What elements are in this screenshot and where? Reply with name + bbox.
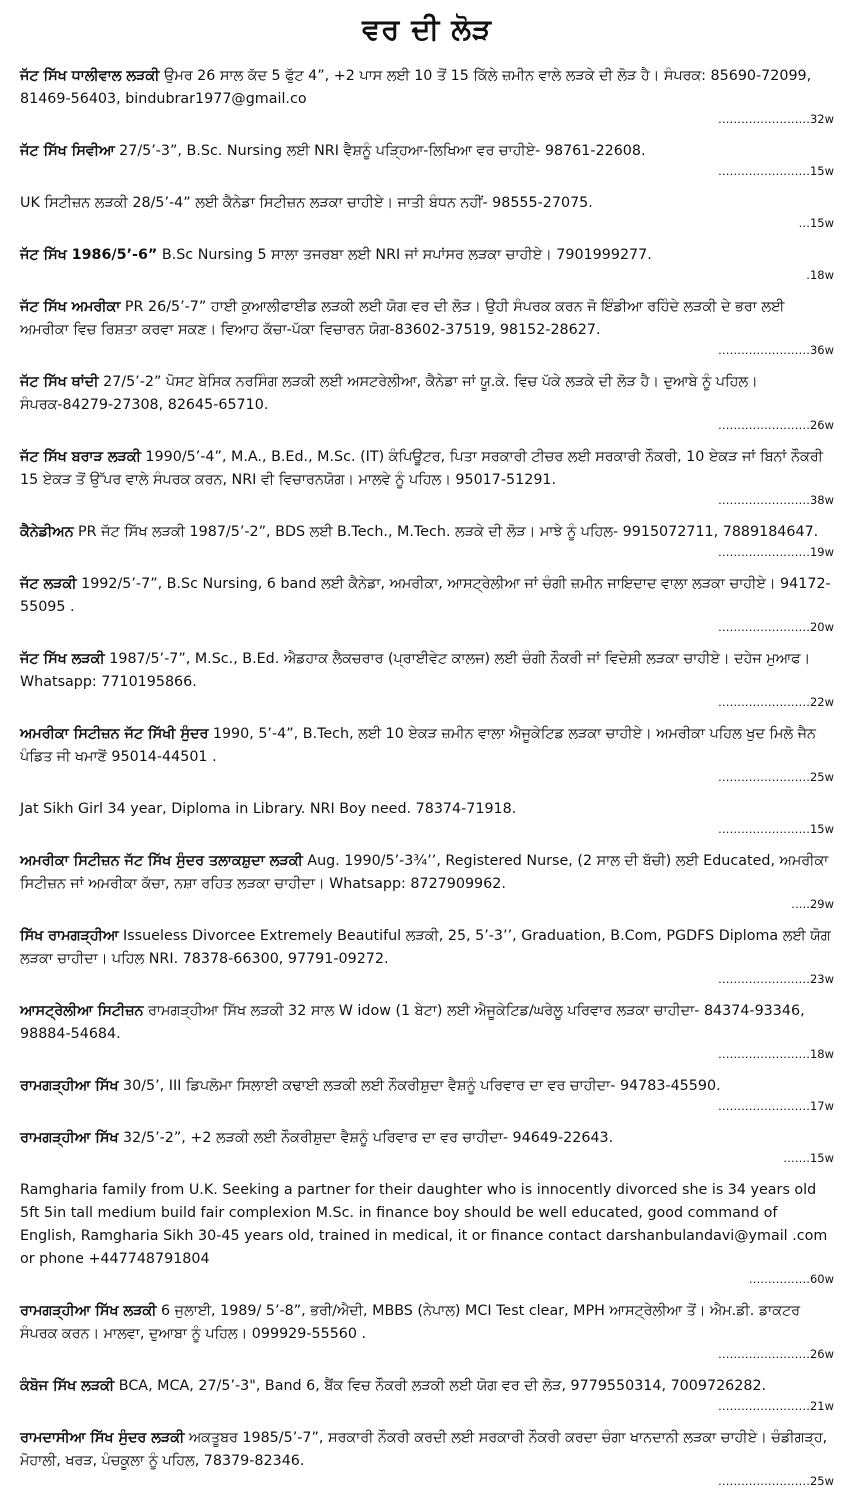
- ad-item: [20, 850, 834, 912]
- ad-heading: ਜੱਟ ਸਿੱਖ ਸਿਵੀਆ: [20, 143, 115, 159]
- ad-code-line: [20, 417, 834, 433]
- ad-body: 1990, 5’-4”, B.Tech, ਲਈ 10 ਏਕੜ ਜ਼ਮੀਨ ਵਾਲਾ ਐਜੂਕੇਟਿਡ ਲੜਕਾ ਚਾਹੀਏ। ਅਮਰੀਕਾ ਪਹਿਲ ਖੁਦ ਮਿਲੋ ਜੈਨ ਪੰਡਿਤ ਜੀ ਖਮਾਣੋਂ 95014-44501 .: [20, 726, 816, 765]
- ad-code: ……………………36w: [717, 343, 834, 357]
- ads-list: [20, 65, 834, 1489]
- ad-code: ……………………26w: [717, 418, 834, 432]
- ad-code-line: [20, 619, 834, 635]
- ad-heading: ਜੱਟ ਸਿੱਖ ਬਰਾੜ ਲੜਕੀ: [20, 449, 141, 465]
- ad-code-line: [20, 1346, 834, 1362]
- ad-heading: ਰਾਮਗੜ੍ਹੀਆ ਸਿੱਖ: [20, 1130, 119, 1146]
- ad-body: Jat Sikh Girl 34 year, Diploma in Library. NRI Boy need. 78374-71918.: [20, 801, 517, 817]
- ad-heading: ਜੱਟ ਸਿੱਖ ਧਾਲੀਵਾਲ ਲੜਕੀ: [20, 68, 160, 84]
- ad-item: [20, 925, 834, 987]
- ad-code: ……………………15w: [717, 164, 834, 178]
- ad-text: [20, 798, 834, 821]
- ad-item: [20, 371, 834, 433]
- ad-item: [20, 65, 834, 127]
- ad-code-line: [20, 1473, 834, 1489]
- ad-code-line: [20, 163, 834, 179]
- ad-item: [20, 244, 834, 283]
- ad-code: ……………………19w: [717, 545, 834, 559]
- ad-body: BCA, MCA, 27/5’-3", Band 6, ਬੈਂਕ ਵਿਚ ਨੌਕਰੀ ਲੜਕੀ ਲਈ ਯੋਗ ਵਰ ਦੀ ਲੋੜ, 9779550314, 7009726282.: [114, 1378, 767, 1394]
- ad-item: [20, 798, 834, 837]
- ad-code-line: [20, 267, 834, 283]
- ad-text: [20, 648, 834, 694]
- ad-body: 27/5’-3”, B.Sc. Nursing ਲਈ NRI ਵੈਸ਼ਨੂੰ ਪੜ੍ਹਿਆ-ਲਿਖਿਆ ਵਰ ਚਾਹੀਏ- 98761-22608.: [114, 143, 646, 159]
- ad-code: ……………………23w: [717, 972, 834, 986]
- ad-code: ……………………25w: [717, 770, 834, 784]
- ad-body: PR 26/5’-7” ਹਾਈ ਕੁਆਲੀਫਾਈਡ ਲੜਕੀ ਲਈ ਯੋਗ ਵਰ ਦੀ ਲੋੜ। ਉਹੀ ਸੰਪਰਕ ਕਰਨ ਜੋ ਇੰਡੀਆ ਰਹਿੰਦੇ ਲੜਕੀ ਦੇ ਭਰਾ ਲਈ ਅਮਰੀਕਾ ਵਿਚ ਰਿਸ਼ਤਾ ਕਰਵਾ ਸਕਣ। ਵਿਆਹ ਕੱਚਾ-ਪੱਕਾ ਵਿਚਾਰਨ ਯੋਗ-83602-37519, 98152-28627.: [20, 299, 785, 338]
- ad-code: ……………………20w: [717, 620, 834, 634]
- ad-body: 1987/5’-7”, M.Sc., B.Ed. ਐਡਹਾਕ ਲੈਕਚਰਾਰ (ਪ੍ਰਾਈਵੇਟ ਕਾਲਜ) ਲਈ ਚੰਗੀ ਨੌਕਰੀ ਜਾਂ ਵਿਦੇਸ਼ੀ ਲੜਕਾ ਚਾਹੀਏ। ਦਹੇਜ ਮੁਆਫ। Whatsapp: 7710195866.: [20, 651, 811, 690]
- ad-code-line: [20, 1046, 834, 1062]
- ad-body: ਰਾਮਗੜ੍ਹੀਆ ਸਿੱਖ ਲੜਕੀ 32 ਸਾਲ W idow (1 ਬੇਟਾ) ਲਈ ਐਜੂਕੇਟਿਡ/ਘਰੇਲੂ ਪਰਿਵਾਰ ਲੜਕਾ ਚਾਹੀਦਾ- 84374-93346, 98884-54684.: [20, 1003, 805, 1042]
- ad-code-line: [20, 111, 834, 127]
- ad-body: Aug. 1990/5’-3¾’’, Registered Nurse, (2 ਸਾਲ ਦੀ ਬੱਚੀ) ਲਈ Educated, ਅਮਰੀਕਾ ਸਿਟੀਜ਼ਨ ਜਾਂ ਅਮਰੀਕਾ ਕੱਚਾ, ਨਸ਼ਾ ਰਹਿਤ ਲੜਕਾ ਚਾਹੀਦਾ। Whatsapp: 8727909962.: [20, 853, 829, 892]
- ad-code-line: [20, 215, 834, 231]
- ad-heading: ਰਾਮਗੜ੍ਹੀਆ ਸਿੱਖ ਲੜਕੀ: [20, 1303, 157, 1319]
- ad-text: [20, 140, 834, 163]
- ad-text: [20, 1000, 834, 1046]
- ad-body: 6 ਜੁਲਾਈ, 1989/ 5’-8”, ਭਰੀ/ਐਦੀ, MBBS (ਨੇਪਾਲ) MCI Test clear, MPH ਆਸਟ੍ਰੇਲੀਆ ਤੋਂ। ਐਮ.ਡੀ. ਡਾਕਟਰ ਸੰਪਰਕ ਕਰਨ। ਮਾਲਵਾ, ਦੁਆਬਾ ਨੂੰ ਪਹਿਲ। 099929-55560 .: [20, 1303, 800, 1342]
- ad-code: ……………………38w: [717, 493, 834, 507]
- ad-code-line: [20, 1150, 834, 1166]
- ad-text: [20, 1300, 834, 1346]
- ad-text: [20, 446, 834, 492]
- ad-body: ਉਮਰ 26 ਸਾਲ ਕੱਦ 5 ਫੁੱਟ 4”, +2 ਪਾਸ ਲਈ 10 ਤੋਂ 15 ਕਿੱਲੇ ਜ਼ਮੀਨ ਵਾਲੇ ਲੜਕੇ ਦੀ ਲੋੜ ਹੈ। ਸੰਪਰਕ: 85690-72099, 81469-56403, bindubrar1977@gmail.co: [20, 68, 812, 107]
- ad-item: [20, 723, 834, 785]
- ad-item: [20, 192, 834, 231]
- ad-text: [20, 1427, 834, 1473]
- ad-code-line: [20, 896, 834, 912]
- ad-body: UK ਸਿਟੀਜ਼ਨ ਲੜਕੀ 28/5’-4” ਲਈ ਕੈਨੇਡਾ ਸਿਟੀਜ਼ਨ ਲੜਕਾ ਚਾਹੀਏ। ਜਾਤੀ ਬੰਧਨ ਨਹੀਂ- 98555-27075.: [20, 195, 593, 211]
- ad-code-line: [20, 1098, 834, 1114]
- ad-item: [20, 140, 834, 179]
- ad-heading: ਕੰਬੋਜ ਸਿੱਖ ਲੜਕੀ: [20, 1378, 115, 1394]
- ad-item: [20, 1375, 834, 1414]
- ad-code: …15w: [798, 216, 834, 230]
- ad-text: [20, 296, 834, 342]
- ad-code-line: [20, 342, 834, 358]
- ad-heading: ਰਾਮਦਾਸੀਆ ਸਿੱਖ ਸੁੰਦਰ ਲੜਕੀ: [20, 1430, 185, 1446]
- ad-body: 27/5’-2” ਪੋਸਟ ਬੇਸਿਕ ਨਰਸਿੰਗ ਲੜਕੀ ਲਈ ਅਸਟਰੇਲੀਆ, ਕੈਨੇਡਾ ਜਾਂ ਯੂ.ਕੇ. ਵਿਚ ਪੱਕੇ ਲੜਕੇ ਦੀ ਲੋੜ ਹੈ। ਦੁਆਬੇ ਨੂੰ ਪਹਿਲ। ਸੰਪਰਕ-84279-27308, 82645-65710.: [20, 374, 758, 413]
- ad-heading: ਰਾਮਗੜ੍ਹੀਆ ਸਿੱਖ: [20, 1078, 119, 1094]
- ad-body: ਅਕਤੂਬਰ 1985/5’-7”, ਸਰਕਾਰੀ ਨੌਕਰੀ ਕਰਦੀ ਲਈ ਸਰਕਾਰੀ ਨੌਕਰੀ ਕਰਦਾ ਚੰਗਾ ਖਾਨਦਾਨੀ ਲੜਕਾ ਚਾਹੀਏ। ਚੰਡੀਗੜ੍ਹ, ਮੋਹਾਲੀ, ਖਰੜ, ਪੰਚਕੂਲਾ ਨੂੰ ਪਹਿਲ, 78379-82346.: [20, 1430, 828, 1469]
- ad-code-line: [20, 1271, 834, 1287]
- ad-text: [20, 1075, 834, 1098]
- ad-code: ……………………32w: [717, 112, 834, 126]
- ad-body: 1992/5’-7”, B.Sc Nursing, 6 band ਲਈ ਕੈਨੇਡਾ, ਅਮਰੀਕਾ, ਆਸਟ੍ਰੇਲੀਆ ਜਾਂ ਚੰਗੀ ਜ਼ਮੀਨ ਜਾਇਦਾਦ ਵਾਲਾ ਲੜਕਾ ਚਾਹੀਏ। 94172-55095 .: [20, 576, 831, 615]
- ad-body: Ramgharia family from U.K. Seeking a partner for their daughter who is innocently divorced she is 34 years old 5ft 5in tall medium build fair complexion M.Sc. in finance boy should be well educated, good command of English, Ramgharia Sikh 30-45 years old, trained in medical, it or finance contact darshanbulandavi@ymail .com or phone +447748791804: [20, 1182, 828, 1267]
- ad-text: [20, 244, 834, 267]
- ad-text: [20, 192, 834, 215]
- ad-code-line: [20, 971, 834, 987]
- ad-code: …………….60w: [748, 1272, 834, 1286]
- ad-heading: ਸਿੱਖ ਰਾਮਗੜ੍ਹੀਆ: [20, 928, 119, 944]
- ad-code: ……………………21w: [717, 1399, 834, 1413]
- ad-heading: ਜੱਟ ਸਿੱਖ 1986/5’-6”: [20, 247, 158, 263]
- ad-text: [20, 850, 834, 896]
- ad-heading: ਜੱਟ ਲੜਕੀ: [20, 576, 77, 592]
- ad-item: [20, 296, 834, 358]
- ad-text: [20, 1179, 834, 1271]
- ad-code: ……………………17w: [717, 1099, 834, 1113]
- ad-heading: ਜੱਟ ਸਿੱਖ ਥਾਂਦੀ: [20, 374, 99, 390]
- ad-code: …..29w: [791, 897, 834, 911]
- ad-code: …….15w: [783, 1151, 834, 1165]
- ad-heading: ਅਮਰੀਕਾ ਸਿਟੀਜ਼ਨ ਜੱਟ ਸਿੱਖੀ ਸੁੰਦਰ: [20, 726, 209, 742]
- ad-heading: ਆਸਟ੍ਰੇਲੀਆ ਸਿਟੀਜ਼ਨ: [20, 1003, 144, 1019]
- ad-text: [20, 573, 834, 619]
- ad-item: [20, 1000, 834, 1062]
- ad-item: [20, 1075, 834, 1114]
- ad-heading: ਅਮਰੀਕਾ ਸਿਟੀਜ਼ਨ ਜੱਟ ਸਿੱਖ ਸੁੰਦਰ ਤਲਾਕਸ਼ੁਦਾ ਲੜਕੀ: [20, 853, 303, 869]
- ad-text: [20, 1375, 834, 1398]
- ad-code: ……………………22w: [717, 695, 834, 709]
- ad-code-line: [20, 544, 834, 560]
- ad-text: [20, 521, 834, 544]
- ad-body: PR ਜੱਟ ਸਿੱਖ ਲੜਕੀ 1987/5’-2”, BDS ਲਈ B.Tech., M.Tech. ਲੜਕੇ ਦੀ ਲੋੜ। ਮਾਝੇ ਨੂੰ ਪਹਿਲ- 9915072711, 7889184647.: [73, 524, 819, 540]
- ad-code: ……………………18w: [717, 1047, 834, 1061]
- ad-code-line: [20, 694, 834, 710]
- ad-item: [20, 1179, 834, 1287]
- ad-text: [20, 925, 834, 971]
- ad-item: [20, 1300, 834, 1362]
- ad-text: [20, 723, 834, 769]
- ad-item: [20, 446, 834, 508]
- ad-body: 1990/5’-4”, M.A., B.Ed., M.Sc. (IT) ਕੰਪਿਊਟਰ, ਪਿਤਾ ਸਰਕਾਰੀ ਟੀਚਰ ਲਈ ਸਰਕਾਰੀ ਨੌਕਰੀ, 10 ਏਕੜ ਜਾਂ ਬਿਨਾਂ ਨੌਕਰੀ 15 ਏਕੜ ਤੋਂ ਉੱਪਰ ਵਾਲੇ ਸੰਪਰਕ ਕਰਨ, NRI ਵੀ ਵਿਚਾਰਨਯੋਗ। ਮਾਲਵੇ ਨੂੰ ਪਹਿਲ। 95017-51291.: [20, 449, 823, 488]
- ad-code: ……………………25w: [717, 1474, 834, 1488]
- ad-code-line: [20, 821, 834, 837]
- ad-heading: ਜੱਟ ਸਿੱਖ ਲੜਕੀ: [20, 651, 105, 667]
- ad-item: [20, 521, 834, 560]
- ad-item: [20, 1127, 834, 1166]
- ad-item: [20, 648, 834, 710]
- ad-item: [20, 573, 834, 635]
- ad-text: [20, 65, 834, 111]
- page-title: ਵਰ ਦੀ ਲੋੜ: [362, 12, 492, 46]
- ad-text: [20, 1127, 834, 1150]
- ad-text: [20, 371, 834, 417]
- ad-body: Issueless Divorcee Extremely Beautiful ਲੜਕੀ, 25, 5’-3’’, Graduation, B.Com, PGDFS Diploma ਲਈ ਯੋਗ ਲੜਕਾ ਚਾਹੀਦਾ। ਪਹਿਲ NRI. 78378-66300, 97791-09272.: [20, 928, 831, 967]
- ad-code-line: [20, 769, 834, 785]
- ad-heading: ਕੈਨੇਡੀਅਨ: [20, 524, 74, 540]
- ad-code: ……………………15w: [717, 822, 834, 836]
- ad-code: .18w: [806, 268, 834, 282]
- ad-code: ……………………26w: [717, 1347, 834, 1361]
- ad-body: 32/5’-2”, +2 ਲੜਕੀ ਲਈ ਨੌਕਰੀਸ਼ੁਦਾ ਵੈਸ਼ਨੂੰ ਪਰਿਵਾਰ ਦਾ ਵਰ ਚਾਹੀਦਾ- 94649-22643.: [118, 1130, 614, 1146]
- ad-code-line: [20, 492, 834, 508]
- ad-item: [20, 1427, 834, 1489]
- ad-body: 30/5’, III ਡਿਪਲੋਮਾ ਸਿਲਾਈ ਕਢਾਈ ਲੜਕੀ ਲਈ ਨੌਕਰੀਸ਼ੁਦਾ ਵੈਸ਼ਨੂੰ ਪਰਿਵਾਰ ਦਾ ਵਰ ਚਾਹੀਦਾ- 94783-45590.: [118, 1078, 721, 1094]
- ad-heading: ਜੱਟ ਸਿੱਖ ਅਮਰੀਕਾ: [20, 299, 121, 315]
- ad-code-line: [20, 1398, 834, 1414]
- ad-body: B.Sc Nursing 5 ਸਾਲਾ ਤਜਰਬਾ ਲਈ NRI ਜਾਂ ਸਪਾਂਸਰ ਲੜਕਾ ਚਾਹੀਏ। 7901999277.: [157, 247, 652, 263]
